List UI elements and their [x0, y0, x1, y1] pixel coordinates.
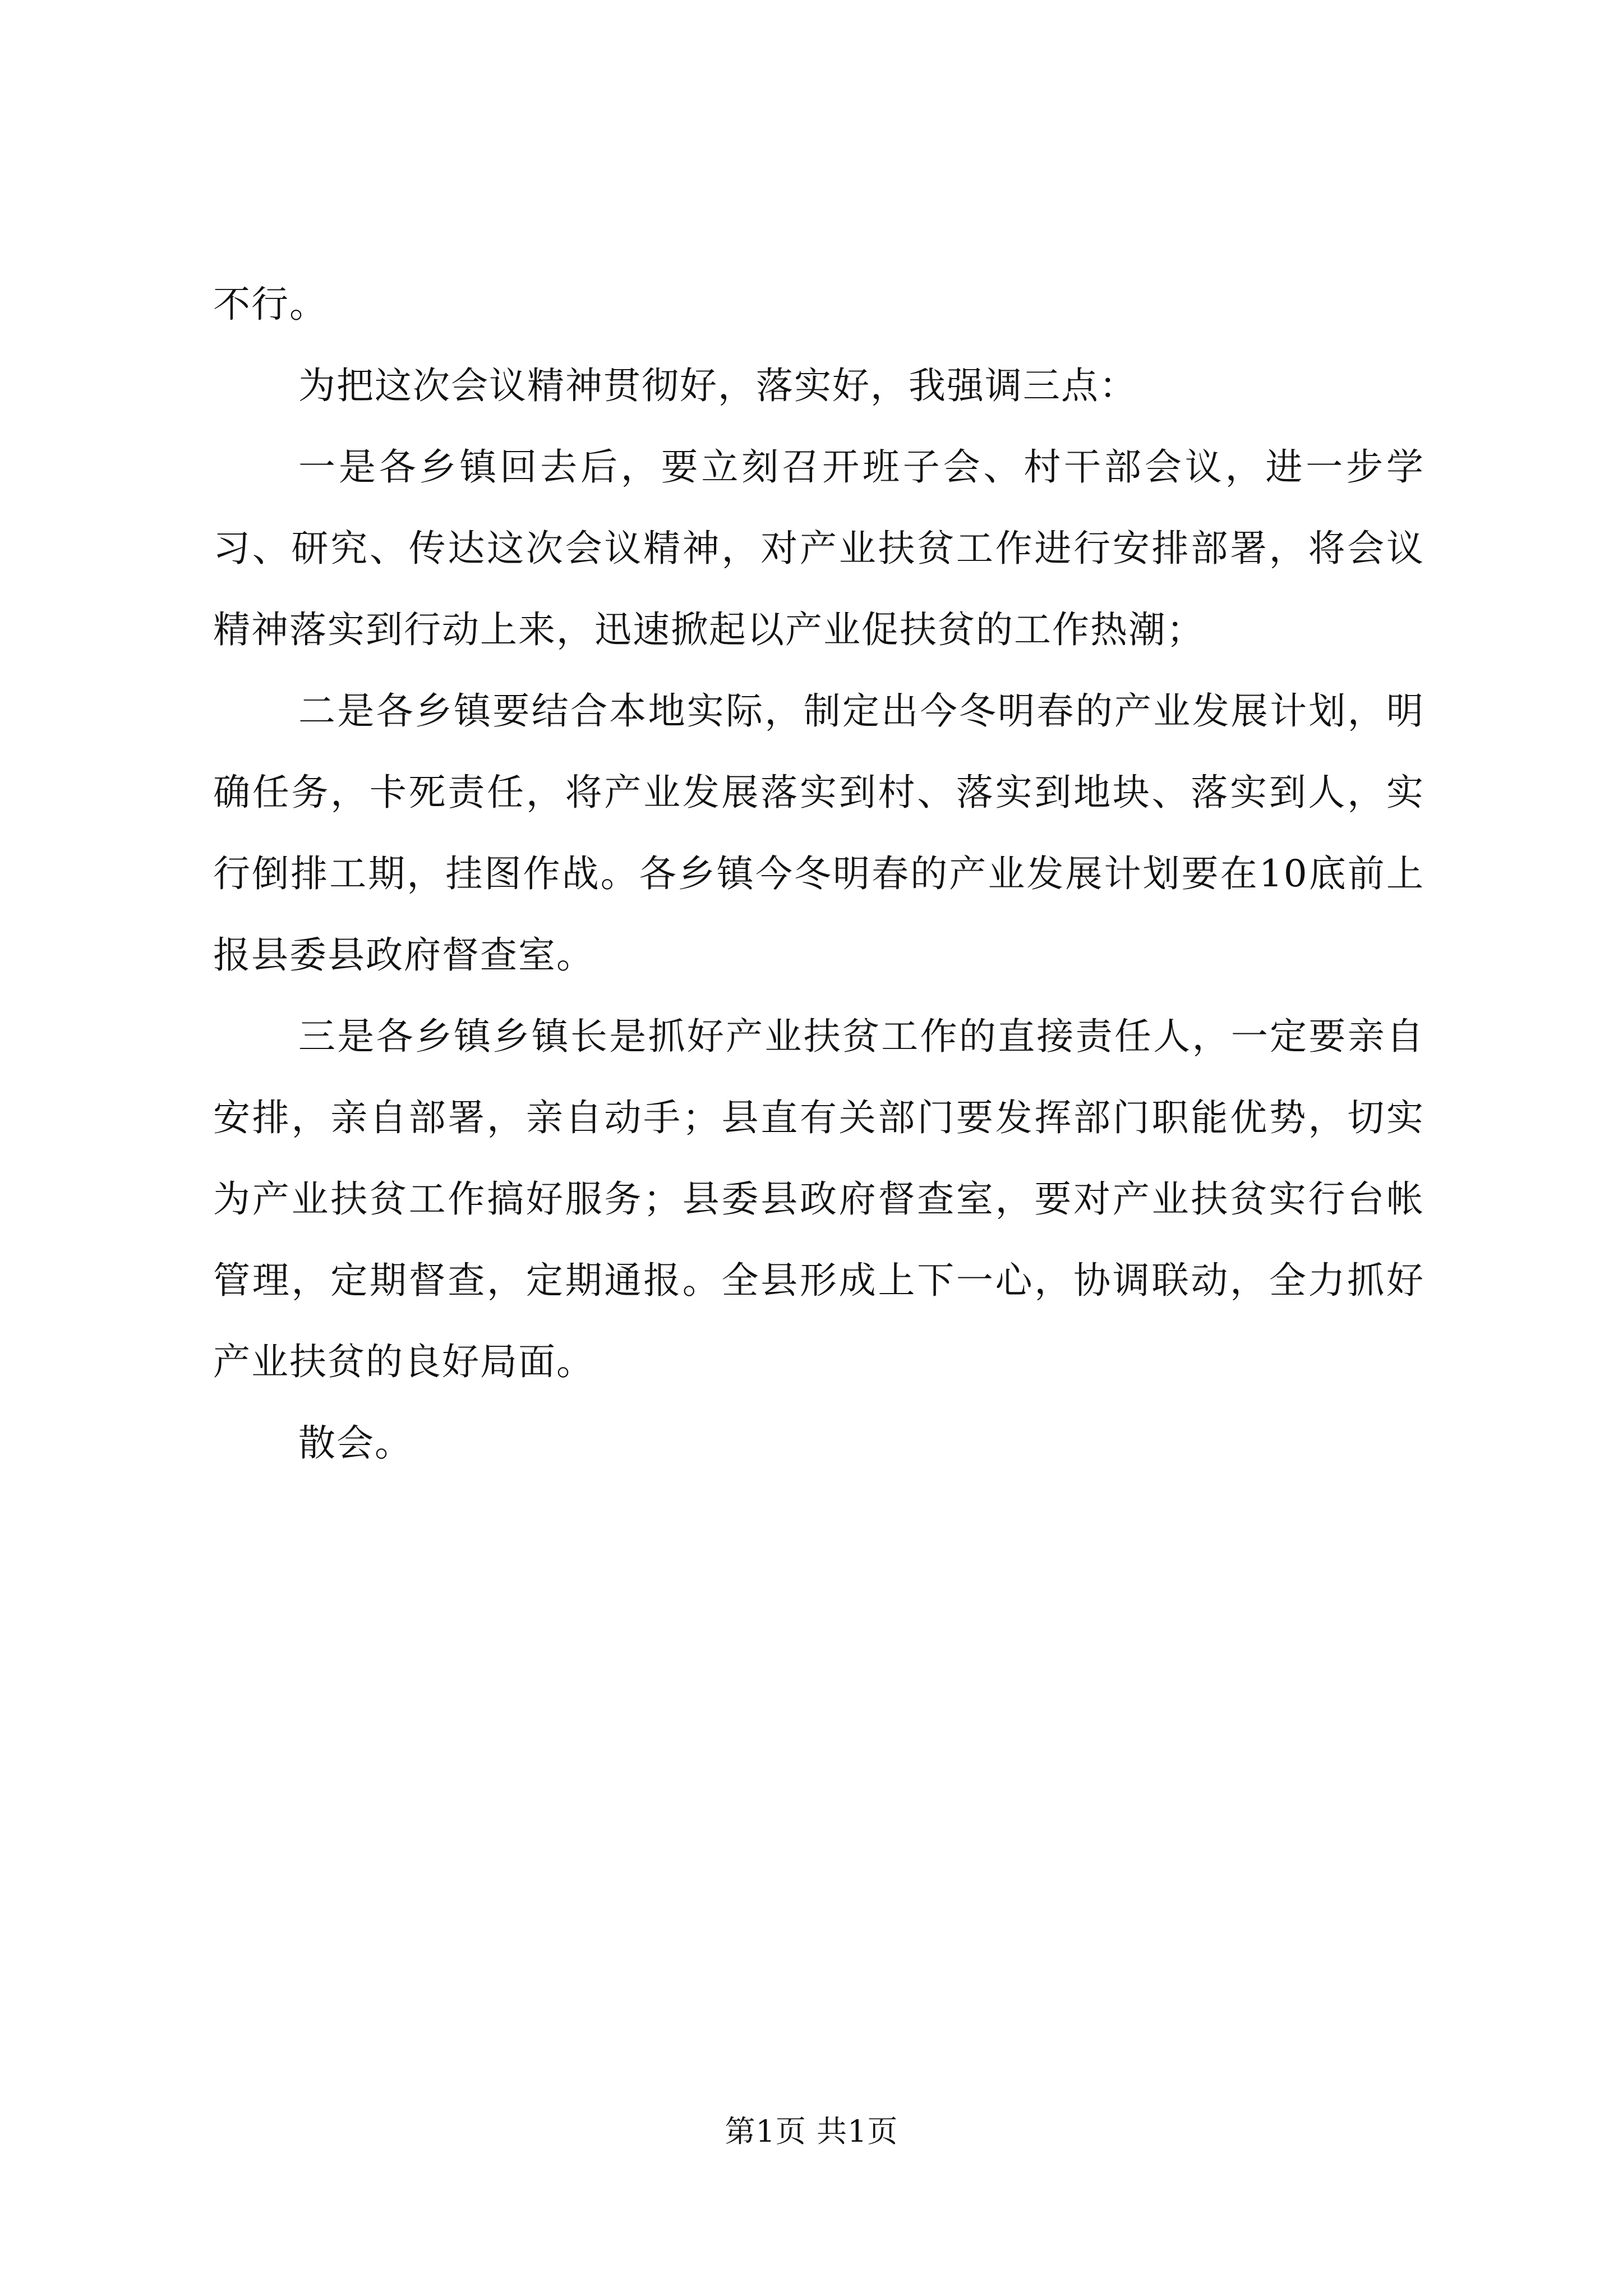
paragraph-point-two: 二是各乡镇要结合本地实际，制定出今冬明春的产业发展计划，明确任务，卡死责任，将产业发展落实到村、落实到地块、落实到人，实行倒排工期，挂图作战。各乡镇今冬明春的产业发展计划要在10底前上报县委县政府督查室。	[213, 689, 1424, 977]
paragraph-point-three: 三是各乡镇乡镇长是抓好产业扶贫工作的直接责任人，一定要亲自安排，亲自部署，亲自动手；县直有关部门要发挥部门职能优势，切实为产业扶贫工作搞好服务；县委县政府督查室，要对产业扶贫实行台帐管理，定期督查，定期通报。全县形成上下一心，协调联动，全力抓好产业扶贫的良好局面。	[213, 1015, 1424, 1383]
paragraph-point-one: 一是各乡镇回去后，要立刻召开班子会、村干部会议，进一步学习、研究、传达这次会议精神，对产业扶贫工作进行安排部署，将会议精神落实到行动上来，迅速掀起以产业促扶贫的工作热潮；	[213, 445, 1424, 651]
paragraph-closing-fragment: 不行。	[213, 283, 328, 326]
page-number-footer: 第1页 共1页	[725, 2114, 898, 2149]
paragraph-intro: 为把这次会议精神贯彻好，落实好，我强调三点：	[298, 364, 1137, 407]
document-body	[213, 264, 1424, 1484]
paragraph-adjourn: 散会。	[298, 1421, 413, 1465]
